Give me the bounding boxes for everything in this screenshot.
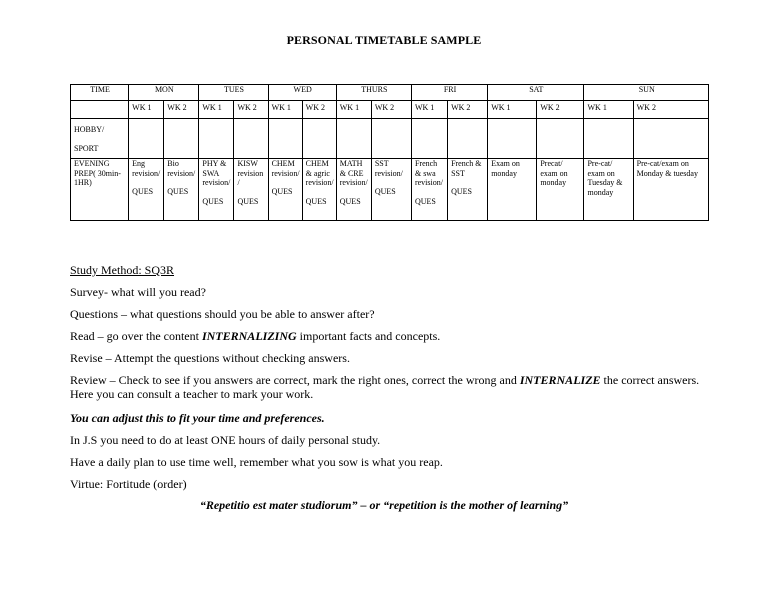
- hobby-cell: [448, 119, 488, 159]
- week-cell: WK 2: [371, 101, 411, 119]
- evening-cell-text: PHY & SWA revision/: [202, 159, 231, 187]
- ques-label: QUES: [167, 187, 189, 196]
- week-cell: WK 2: [234, 101, 268, 119]
- evening-cell-text: CHEM & agric revision/: [305, 159, 334, 187]
- review-text: Review – Check to see if you answers are correct, mark the right ones, correct the wrong and: [70, 373, 520, 387]
- week-cell: WK 1: [199, 101, 234, 119]
- evening-cell: [336, 159, 371, 221]
- evening-cell: [411, 159, 447, 221]
- hobby-cell: [302, 119, 336, 159]
- review-line: [70, 373, 700, 401]
- week-cell: WK 1: [488, 101, 537, 119]
- evening-cell: [129, 159, 164, 221]
- ques-label: QUES: [202, 196, 224, 206]
- hobby-label: HOBBY/ SPORT: [71, 119, 129, 159]
- evening-cell-text: Pre-cat/ exam on Tuesday & monday: [587, 159, 623, 197]
- evening-cell: [302, 159, 336, 221]
- evening-cell-text: Bio revision/: [167, 159, 196, 178]
- hobby-cell: [234, 119, 268, 159]
- survey-line: Survey- what will you read?: [70, 285, 206, 299]
- ques-label: QUES: [271, 187, 293, 196]
- header-sat: SAT: [488, 85, 584, 101]
- evening-cell-text: Eng revision/: [132, 159, 161, 178]
- plan-line: Have a daily plan to use time well, remember what you sow is what you reap.: [70, 455, 443, 469]
- ques-label: QUES: [414, 196, 436, 206]
- evening-cell-text: SST revision/: [374, 159, 403, 178]
- week-row-blank: [71, 101, 129, 119]
- evening-cell-text: CHEM revision/: [271, 159, 300, 178]
- hobby-cell: [633, 119, 708, 159]
- read-text-end: important facts and concepts.: [296, 329, 441, 343]
- evening-cell-text: Pre-cat/exam on Monday & tuesday: [636, 159, 698, 178]
- review-text-end: the correct answers. Here you can consult a teacher to mark your work.: [70, 373, 700, 401]
- header-fri: FRI: [411, 85, 487, 101]
- header-row: [71, 85, 709, 101]
- evening-cell: [584, 159, 633, 221]
- hobby-cell: [129, 119, 164, 159]
- week-cell: WK 2: [633, 101, 708, 119]
- evening-cell: [199, 159, 234, 221]
- evening-row: [71, 159, 709, 221]
- ques-label: QUES: [237, 196, 259, 206]
- review-emphasis: INTERNALIZE: [519, 373, 601, 387]
- evening-cell: [488, 159, 537, 221]
- evening-cell: [234, 159, 268, 221]
- revise-line: Revise – Attempt the questions without checking answers.: [70, 351, 350, 365]
- evening-cell-text: KISW revision /: [237, 159, 264, 187]
- read-line: [70, 329, 700, 343]
- week-cell: WK 1: [268, 101, 302, 119]
- questions-line: Questions – what questions should you be able to answer after?: [70, 307, 375, 321]
- latin-quote: “Repetitio est mater studiorum” – or “repetition is the mother of learning”: [199, 498, 569, 512]
- evening-cell-text: French & swa revision/: [414, 159, 443, 187]
- header-tues: TUES: [199, 85, 268, 101]
- study-method-heading: Study Method: SQ3R: [70, 263, 175, 277]
- week-cell: WK 2: [302, 101, 336, 119]
- hobby-cell: [336, 119, 371, 159]
- evening-cell: [633, 159, 708, 221]
- js-line: In J.S you need to do at least ONE hours of daily personal study.: [70, 433, 381, 447]
- header-sun: SUN: [584, 85, 709, 101]
- hobby-cell: [488, 119, 537, 159]
- week-cell: WK 1: [129, 101, 164, 119]
- evening-cell-text: Precat/ exam on monday: [540, 159, 568, 187]
- hobby-cell: [268, 119, 302, 159]
- ques-label: QUES: [374, 187, 396, 196]
- week-cell: WK 2: [448, 101, 488, 119]
- hobby-cell: [371, 119, 411, 159]
- week-row: [71, 101, 709, 119]
- hobby-cell: [199, 119, 234, 159]
- ques-label: QUES: [339, 196, 361, 206]
- hobby-cell: [584, 119, 633, 159]
- timetable: [70, 84, 709, 221]
- evening-cell-text: French & SST: [451, 159, 482, 178]
- evening-cell: [164, 159, 199, 221]
- hobby-cell: [411, 119, 447, 159]
- evening-cell-text: MATH & CRE revision/: [339, 159, 368, 187]
- adjust-note: You can adjust this to fit your time and preferences.: [70, 411, 325, 425]
- hobby-cell: [537, 119, 584, 159]
- virtue-line: Virtue: Fortitude (order): [70, 477, 187, 491]
- week-cell: WK 2: [537, 101, 584, 119]
- week-cell: WK 2: [164, 101, 199, 119]
- read-text: Read – go over the content: [70, 329, 202, 343]
- week-cell: WK 1: [584, 101, 633, 119]
- week-cell: WK 1: [336, 101, 371, 119]
- week-cell: WK 1: [411, 101, 447, 119]
- ques-label: QUES: [451, 187, 472, 196]
- evening-cell: [448, 159, 488, 221]
- evening-label: EVENING PREP( 30min-1HR): [71, 159, 129, 221]
- ques-label: QUES: [132, 187, 154, 196]
- evening-cell: [268, 159, 302, 221]
- ques-label: QUES: [305, 196, 327, 206]
- header-mon: MON: [129, 85, 199, 101]
- evening-cell: [371, 159, 411, 221]
- page-title: PERSONAL TIMETABLE SAMPLE: [286, 33, 482, 47]
- header-wed: WED: [268, 85, 336, 101]
- header-time: TIME: [71, 85, 129, 101]
- read-emphasis: INTERNALIZING: [201, 329, 297, 343]
- hobby-cell: [164, 119, 199, 159]
- header-thurs: THURS: [336, 85, 411, 101]
- hobby-row: [71, 119, 709, 159]
- evening-cell: [537, 159, 584, 221]
- evening-cell-text: Exam on monday: [491, 159, 520, 178]
